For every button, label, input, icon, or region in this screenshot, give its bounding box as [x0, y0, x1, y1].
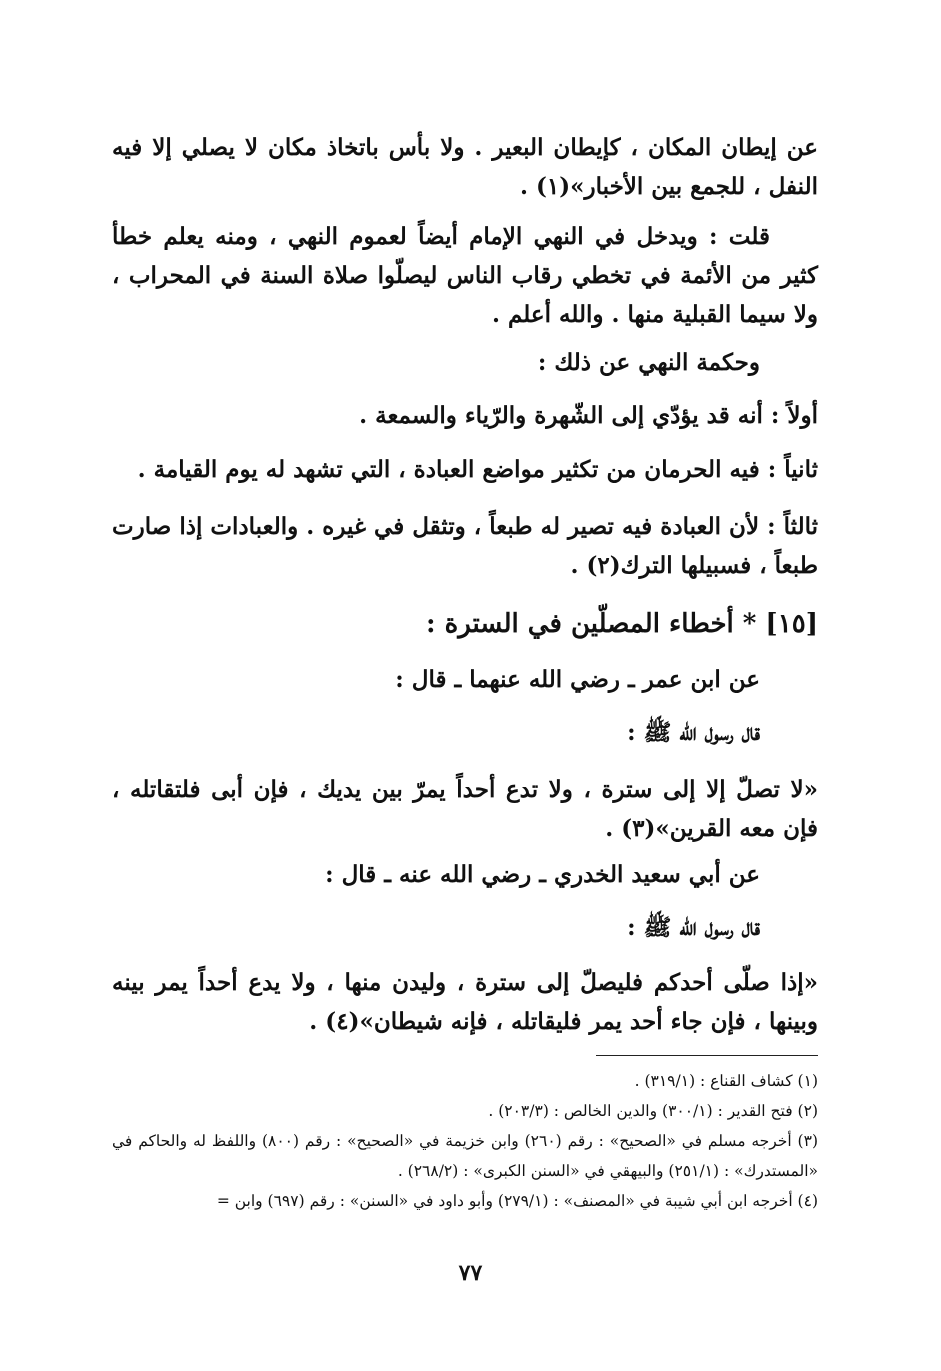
hadith-1-said: [112, 713, 818, 752]
section-heading: [112, 604, 818, 644]
point-text: : لأن العبادة فيه تصير له طبعاً ، وتثقل في غيره . والعبادات إذا صارت طبعاً ، فسبيلها الترك(٢) .: [112, 513, 818, 579]
said-text: قال رسول الله ﷺ :: [627, 914, 760, 941]
footnote-4: (٤) أخرجه ابن أبي شيبة في «المصنف» : (٢٧٩/١) وأبو داود في «السنن» : رقم (٦٩٧) وابن =: [216, 1192, 818, 1210]
footnote-divider: [596, 1055, 818, 1056]
point-label: ثالثاً: [783, 513, 818, 540]
hadith-text: «إذا صلّى أحدكم فليصلّ إلى سترة ، وليدن منها ، ولا يدع أحداً يمر بينه وبينها ، فإن جاء أحد يمر فليقاتله ، فإنه شيطان»(٤) .: [112, 969, 818, 1035]
section-title: [١٥] * أخطاء المصلّين في السترة :: [425, 609, 818, 639]
hadith-1-text: [112, 770, 818, 848]
point-label: ثانياً: [784, 456, 818, 483]
footnote-2: (٢) فتح القدير : (٣٠٠/١) والدين الخالص : (٢٠٣/٣) .: [488, 1102, 818, 1120]
paragraph-intro: [112, 128, 818, 206]
hadith-1-narrator: [112, 660, 818, 699]
paragraph-text: عن إيطان المكان ، كإيطان البعير . ولا بأس باتخاذ مكان لا يصلي إلا فيه النفل ، للجمع بين الأخبار»(١) .: [112, 134, 818, 200]
paragraph-text: قلت : ويدخل في النهي الإمام أيضاً لعموم النهي ، ومنه يعلم خطأ كثير من الأئمة في تخطي رقاب الناس ليصلّوا صلاة السنة في المحراب ، ولا سيما القبلية منها . والله أعلم .: [112, 223, 818, 328]
point-first: [112, 396, 818, 435]
narrator-text: عن ابن عمر ـ رضي الله عنهما ـ قال :: [395, 666, 760, 693]
point-label: أولاً: [787, 402, 818, 429]
point-third: [112, 507, 818, 585]
said-text: قال رسول الله ﷺ :: [627, 719, 760, 746]
point-second: [112, 450, 818, 489]
hadith-text: «لا تصلّ إلا إلى سترة ، ولا تدع أحداً يمرّ بين يديك ، فإن أبى فلتقاتله ، فإن معه القرين»(٣) .: [112, 776, 818, 842]
paragraph-wisdom: [112, 343, 818, 382]
footnote-3: (٣) أخرجه مسلم في «الصحيح» : رقم (٢٦٠) وابن خزيمة في «الصحيح» : رقم (٨٠٠) واللفظ له والحاكم في «المستدرك» : (٢٥١/١) والبيهقي في «السنن الكبرى» : (٢٦٨/٢) .: [112, 1132, 818, 1180]
hadith-2-text: [112, 963, 818, 1041]
hadith-2-said: [112, 908, 818, 947]
footnote-1: (١) كشاف القناع : (٣١٩/١) .: [634, 1072, 818, 1090]
paragraph-text: وحكمة النهي عن ذلك :: [537, 349, 760, 376]
point-text: : أنه قد يؤدّي إلى الشّهرة والرّياء والسمعة .: [359, 402, 788, 429]
hadith-2-narrator: [112, 855, 818, 894]
page-number: ٧٧: [458, 1260, 483, 1286]
point-text: : فيه الحرمان من تكثير مواضع العبادة ، التي تشهد له يوم القيامة .: [137, 456, 785, 483]
narrator-text: عن أبي سعيد الخدري ـ رضي الله عنه ـ قال :: [325, 861, 760, 888]
footnotes: [112, 1066, 818, 1216]
paragraph-comment: [112, 217, 818, 334]
